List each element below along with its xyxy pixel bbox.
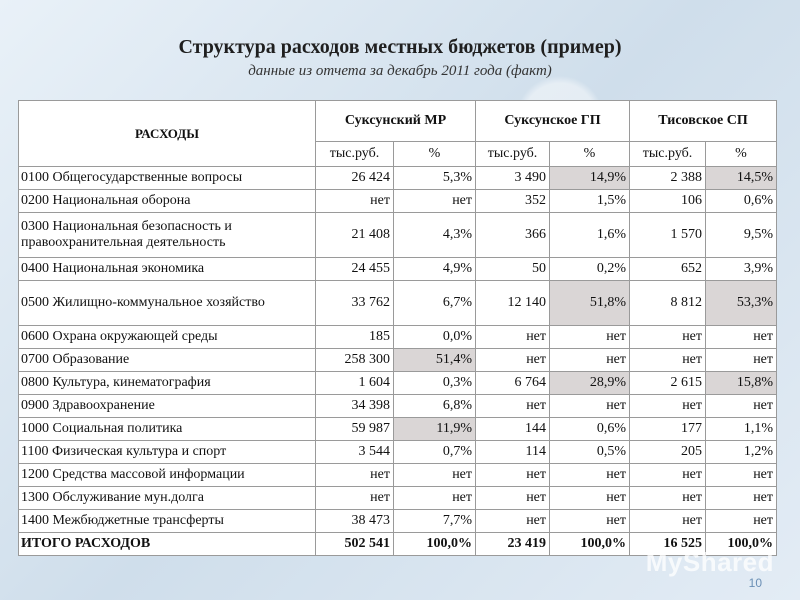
- header-unit: тыс.руб.: [630, 142, 706, 167]
- table-cell: нет: [476, 349, 550, 372]
- table-cell: нет: [394, 487, 476, 510]
- table-cell: 4,3%: [394, 213, 476, 258]
- table-cell: нет: [706, 349, 777, 372]
- table-cell: 0,0%: [394, 326, 476, 349]
- total-cell: 100,0%: [550, 533, 630, 556]
- row-label: 1000 Социальная политика: [19, 418, 316, 441]
- table-cell: 1,1%: [706, 418, 777, 441]
- row-label: 1300 Обслуживание мун.долга: [19, 487, 316, 510]
- row-label: 0900 Здравоохранение: [19, 395, 316, 418]
- header-unit: %: [706, 142, 777, 167]
- table-row: [19, 418, 777, 441]
- table-cell: 1,2%: [706, 441, 777, 464]
- table-cell: 51,8%: [550, 281, 630, 326]
- table-cell: 0,2%: [550, 258, 630, 281]
- table-row: [19, 487, 777, 510]
- table-cell: 185: [316, 326, 394, 349]
- table-row: [19, 258, 777, 281]
- header-unit: тыс.руб.: [476, 142, 550, 167]
- table-cell: 7,7%: [394, 510, 476, 533]
- table-cell: 15,8%: [706, 372, 777, 395]
- header-suksun-gp: Суксунское ГП: [476, 101, 630, 142]
- table-cell: нет: [550, 464, 630, 487]
- header-tisov-sp: Тисовское СП: [630, 101, 777, 142]
- table-cell: 2 615: [630, 372, 706, 395]
- table-cell: 106: [630, 190, 706, 213]
- table-cell: 9,5%: [706, 213, 777, 258]
- table-cell: 11,9%: [394, 418, 476, 441]
- table-cell: нет: [476, 464, 550, 487]
- table-cell: 14,5%: [706, 167, 777, 190]
- table-cell: 1 604: [316, 372, 394, 395]
- table-cell: нет: [476, 326, 550, 349]
- table-cell: 8 812: [630, 281, 706, 326]
- table-cell: 26 424: [316, 167, 394, 190]
- table-cell: 53,3%: [706, 281, 777, 326]
- row-label: 1100 Физическая культура и спорт: [19, 441, 316, 464]
- table-cell: нет: [394, 464, 476, 487]
- table-cell: 3,9%: [706, 258, 777, 281]
- table-cell: 51,4%: [394, 349, 476, 372]
- table-cell: 59 987: [316, 418, 394, 441]
- slide-title: Структура расходов местных бюджетов (пример): [178, 36, 622, 58]
- table-cell: 2 388: [630, 167, 706, 190]
- expenses-table: [18, 100, 777, 556]
- table-cell: 1,6%: [550, 213, 630, 258]
- header-unit: тыс.руб.: [316, 142, 394, 167]
- table-row: [19, 510, 777, 533]
- table-cell: 38 473: [316, 510, 394, 533]
- table-cell: нет: [706, 464, 777, 487]
- table-row: [19, 190, 777, 213]
- row-label: 0100 Общегосударственные вопросы: [19, 167, 316, 190]
- table-row: [19, 281, 777, 326]
- table-cell: 34 398: [316, 395, 394, 418]
- table-row: [19, 167, 777, 190]
- table-cell: 352: [476, 190, 550, 213]
- table-cell: 6 764: [476, 372, 550, 395]
- table-row: [19, 441, 777, 464]
- table-cell: нет: [630, 326, 706, 349]
- total-cell: 100,0%: [394, 533, 476, 556]
- table-cell: 3 490: [476, 167, 550, 190]
- table-cell: нет: [706, 487, 777, 510]
- table-cell: нет: [550, 510, 630, 533]
- header-unit: %: [550, 142, 630, 167]
- total-cell: 23 419: [476, 533, 550, 556]
- table-cell: 1 570: [630, 213, 706, 258]
- table-cell: нет: [630, 510, 706, 533]
- table-cell: 0,5%: [550, 441, 630, 464]
- page-number: 10: [748, 576, 762, 590]
- row-label: 0600 Охрана окружающей среды: [19, 326, 316, 349]
- table-cell: нет: [476, 487, 550, 510]
- row-label: 0500 Жилищно-коммунальное хозяйство: [19, 281, 316, 326]
- table-cell: нет: [550, 326, 630, 349]
- table-cell: 0,6%: [550, 418, 630, 441]
- table-cell: 0,7%: [394, 441, 476, 464]
- table-cell: 21 408: [316, 213, 394, 258]
- table-cell: 0,3%: [394, 372, 476, 395]
- table-cell: 0,6%: [706, 190, 777, 213]
- table-cell: 366: [476, 213, 550, 258]
- header-unit: %: [394, 142, 476, 167]
- table-row: [19, 395, 777, 418]
- row-label: 0800 Культура, кинематография: [19, 372, 316, 395]
- table-cell: 14,9%: [550, 167, 630, 190]
- table-row: [19, 213, 777, 258]
- table-cell: 24 455: [316, 258, 394, 281]
- table-cell: нет: [316, 464, 394, 487]
- table-cell: 6,7%: [394, 281, 476, 326]
- table-cell: 6,8%: [394, 395, 476, 418]
- table-cell: нет: [706, 326, 777, 349]
- table-cell: 205: [630, 441, 706, 464]
- table-cell: 50: [476, 258, 550, 281]
- table-cell: 144: [476, 418, 550, 441]
- row-label: 1200 Средства массовой информации: [19, 464, 316, 487]
- table-cell: нет: [630, 464, 706, 487]
- table-cell: 652: [630, 258, 706, 281]
- table-row: [19, 464, 777, 487]
- table-cell: нет: [316, 190, 394, 213]
- row-label: 0200 Национальная оборона: [19, 190, 316, 213]
- table-cell: нет: [476, 395, 550, 418]
- total-cell: 16 525: [630, 533, 706, 556]
- table-cell: 5,3%: [394, 167, 476, 190]
- table-cell: нет: [706, 510, 777, 533]
- header-row-groups: [19, 101, 777, 142]
- table-cell: нет: [550, 487, 630, 510]
- table-cell: 3 544: [316, 441, 394, 464]
- table-cell: нет: [630, 487, 706, 510]
- watermark-logo: MyShared: [645, 547, 774, 577]
- table-cell: 258 300: [316, 349, 394, 372]
- table-cell: нет: [630, 395, 706, 418]
- table-row: [19, 349, 777, 372]
- table-cell: 177: [630, 418, 706, 441]
- table-cell: нет: [476, 510, 550, 533]
- table-cell: нет: [550, 395, 630, 418]
- table-cell: нет: [394, 190, 476, 213]
- table-row: [19, 326, 777, 349]
- total-label: ИТОГО РАСХОДОВ: [19, 533, 316, 556]
- total-cell: 502 541: [316, 533, 394, 556]
- header-expenses: РАСХОДЫ: [19, 101, 316, 167]
- table-cell: 33 762: [316, 281, 394, 326]
- table-cell: нет: [630, 349, 706, 372]
- table-cell: 114: [476, 441, 550, 464]
- row-label: 0300 Национальная безопасность и правоохранительная деятельность: [19, 213, 316, 258]
- table-cell: 28,9%: [550, 372, 630, 395]
- table-cell: 4,9%: [394, 258, 476, 281]
- row-label: 0400 Национальная экономика: [19, 258, 316, 281]
- row-label: 1400 Межбюджетные трансферты: [19, 510, 316, 533]
- table-cell: нет: [706, 395, 777, 418]
- slide-subtitle: данные из отчета за декабрь 2011 года (факт): [248, 63, 552, 79]
- total-cell: 100,0%: [706, 533, 777, 556]
- table-cell: нет: [316, 487, 394, 510]
- row-label: 0700 Образование: [19, 349, 316, 372]
- table-cell: 1,5%: [550, 190, 630, 213]
- table-row: [19, 372, 777, 395]
- table-cell: 12 140: [476, 281, 550, 326]
- header-suksun-mr: Суксунский МР: [316, 101, 476, 142]
- table-cell: нет: [550, 349, 630, 372]
